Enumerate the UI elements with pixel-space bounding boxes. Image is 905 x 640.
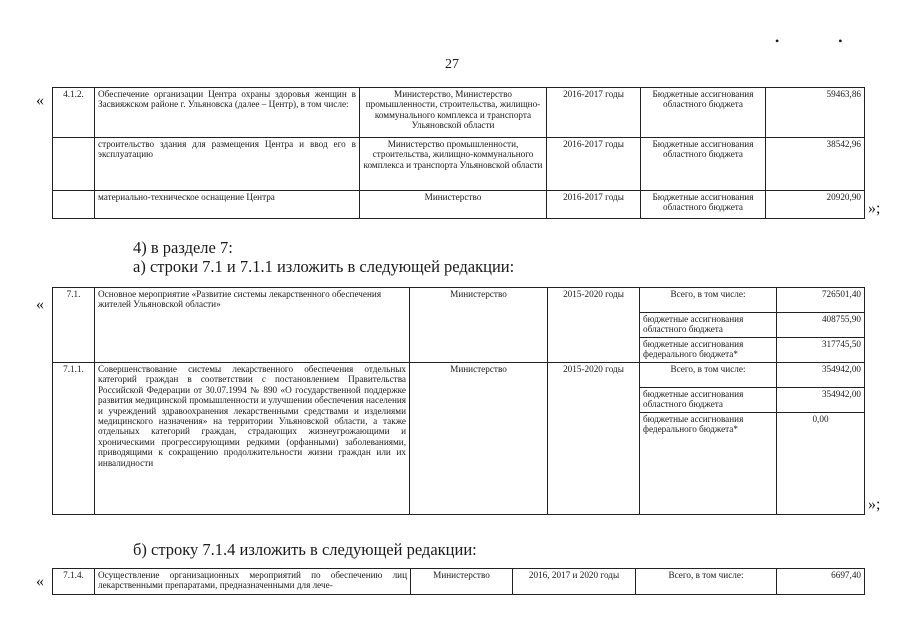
executor: Министерство [411, 569, 513, 595]
period: 2016-2017 годы [547, 88, 641, 138]
funding-source: Всего, в том числе: [636, 569, 777, 595]
amount: 726501,40 [777, 288, 865, 313]
activity-name: материально-техническое оснащение Центра [95, 191, 360, 219]
amount: 317745,50 [777, 338, 865, 363]
table-row [53, 288, 865, 313]
executor: Министерство, Министерство промышленности, строительства, жилищно-коммунального комплекса и транспорта Ульяновской области [360, 88, 547, 138]
row-number [53, 191, 95, 219]
amount: 0,00 [777, 413, 865, 515]
program-table-7-1-4 [52, 568, 865, 595]
funding-source: Бюджетные ассигнования областного бюджета [641, 191, 766, 219]
period: 2016-2017 годы [547, 138, 641, 191]
page-number: 27 [445, 57, 459, 72]
executor: Министерство [360, 191, 547, 219]
program-table-7-1 [52, 287, 865, 515]
close-mark: »; [868, 496, 881, 513]
executor: Министерство [410, 363, 548, 515]
funding-source: Бюджетные ассигнования областного бюджета [641, 138, 766, 191]
amount: 354942,00 [777, 388, 865, 413]
sub-b-heading: б) строку 7.1.4 изложить в следующей редакции: [133, 540, 477, 559]
row-number: 7.1. [53, 288, 95, 363]
amount: 20920,90 [766, 191, 865, 219]
table-row [53, 363, 865, 388]
table-row [53, 138, 865, 191]
table-row [53, 569, 865, 595]
funding-source: Всего, в том числе: [640, 288, 777, 313]
table-row [53, 88, 865, 138]
page-marks: • • [775, 34, 871, 48]
section-7-heading: 4) в разделе 7: [133, 238, 233, 257]
activity-name: строительство здания для размещения Центра и ввод его в эксплуатацию [95, 138, 360, 191]
executor: Министерство [410, 288, 548, 363]
row-number: 4.1.2. [53, 88, 95, 138]
funding-source: Бюджетные ассигнования областного бюджета [641, 88, 766, 138]
amount: 408755,90 [777, 313, 865, 338]
period: 2016, 2017 и 2020 годы [513, 569, 636, 595]
open-quote: « [36, 573, 44, 590]
program-table-4-1-2 [52, 87, 865, 219]
row-number [53, 138, 95, 191]
executor: Министерство промышленности, строительства, жилищно-коммунального комплекса и транспорта Ульяновской области [360, 138, 547, 191]
funding-source: Всего, в том числе: [640, 363, 777, 388]
amount: 59463,86 [766, 88, 865, 138]
open-quote: « [36, 92, 44, 109]
period: 2016-2017 годы [547, 191, 641, 219]
amount: 38542,96 [766, 138, 865, 191]
funding-source: бюджетные ассигнования областного бюджета [640, 313, 777, 338]
amount: 6697,40 [777, 569, 865, 595]
activity-name: Осуществление организационных мероприятий по обеспечению лиц лекарственными препаратами, предназначенными для лече- [95, 569, 411, 595]
period: 2015-2020 годы [548, 363, 640, 515]
funding-source: бюджетные ассигнования федерального бюджета* [640, 413, 777, 515]
funding-source: бюджетные ассигнования федерального бюджета* [640, 338, 777, 363]
table-row [53, 191, 865, 219]
activity-name: Обеспечение организации Центра охраны здоровья женщин в Засвияжском районе г. Ульяновска (далее – Центр), в том числе: [95, 88, 360, 138]
period: 2015-2020 годы [548, 288, 640, 363]
open-quote: « [36, 296, 44, 313]
funding-source: бюджетные ассигнования областного бюджета [640, 388, 777, 413]
close-mark: »; [868, 200, 881, 217]
sub-a-heading: а) строки 7.1 и 7.1.1 изложить в следующей редакции: [133, 257, 515, 276]
activity-name: Совершенствование системы лекарственного обеспечения отдельных категорий граждан в соответствии с постановлением Правительства Российской Федерации от 30.07.1994 № 890 «О государственной поддержке развития медицинской промышленности и улучшении обеспечения населения и учреждений здравоохранения лекарственными средствами и изделиями медицинского назначения» на территории Ульяновской области, а также отдельных категорий граждан, страдающих жизнеугрожающими и хроническими прогрессирующими редкими (орфанными) заболеваниями, приводящими к сокращению продолжительности жизни граждан или их инвалидности [95, 363, 410, 515]
row-number: 7.1.1. [53, 363, 95, 515]
amount: 354942,00 [777, 363, 865, 388]
row-number: 7.1.4. [53, 569, 95, 595]
activity-name: Основное мероприятие «Развитие системы лекарственного обеспечения жителей Ульяновской области» [95, 288, 410, 363]
